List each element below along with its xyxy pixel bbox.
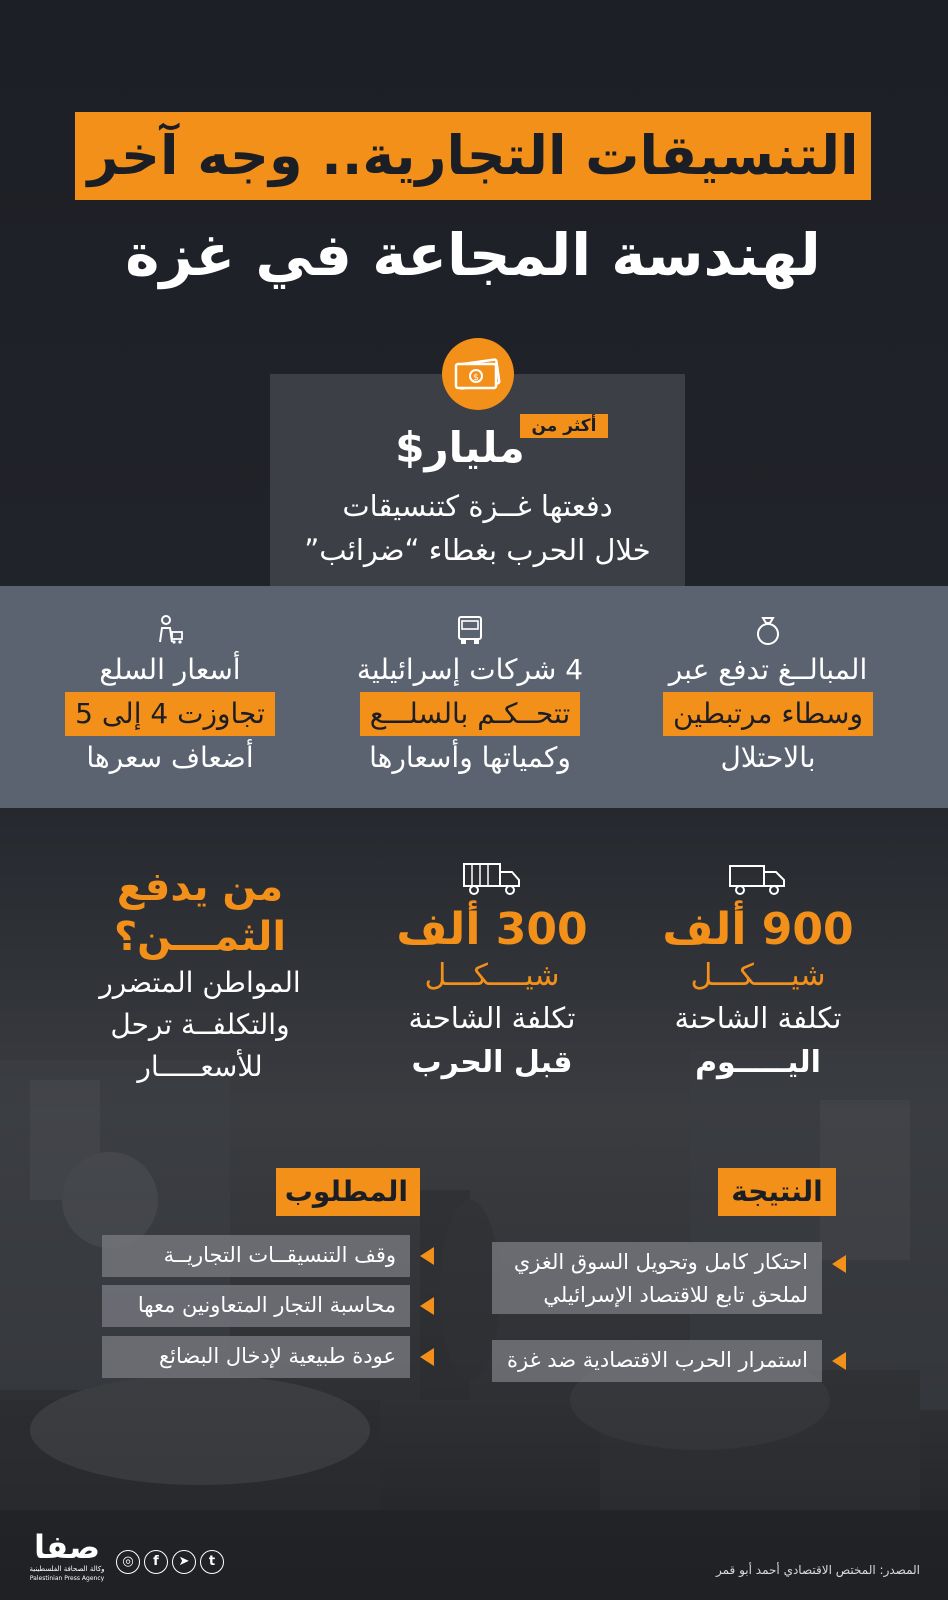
money-bag-icon <box>750 612 786 648</box>
band-companies-line3: وكمياتها وأسعارها <box>369 741 571 774</box>
who-pays-line1: المواطن المتضرر <box>99 966 301 999</box>
billion-description <box>280 484 675 572</box>
billion-amount: مليار$ <box>395 423 525 472</box>
band-prices-line3: أضعاف سعرها <box>86 741 254 774</box>
more-than-badge: أكثر من <box>520 414 608 438</box>
svg-text:$: $ <box>473 373 479 383</box>
required-arrow-icon-2 <box>420 1297 434 1315</box>
who-pays <box>70 862 330 1088</box>
required-item-1: وقف التنسيقــات التجاريــة <box>102 1235 410 1277</box>
stat-before-war <box>362 860 622 1086</box>
band-prices <box>30 612 310 802</box>
band-prices-line1: أسعار السلع <box>99 653 241 686</box>
who-pays-question-1: من يدفع <box>116 864 284 910</box>
truck-front-icon <box>452 612 488 648</box>
result-arrow-icon-2 <box>832 1352 846 1370</box>
stat-today-amount: 900 ألف <box>662 904 854 955</box>
result-item-2: استمرار الحرب الاقتصادية ضد غزة <box>492 1340 822 1382</box>
who-pays-line2: والتكلفــة ترحل <box>110 1008 290 1041</box>
billion-desc-line1: دفعتها غــزة كتنسيقات <box>342 489 613 523</box>
result-arrow-icon-1 <box>832 1255 846 1273</box>
source-credit: المصدر: المختص الاقتصادي أحمد أبو قمر <box>715 1563 920 1577</box>
band-companies <box>330 612 610 802</box>
result-item-1: احتكار كامل وتحويل السوق الغزي لملحق تابع للاقتصاد الإسرائيلي <box>492 1242 822 1314</box>
band-intermediaries <box>628 612 908 802</box>
truck-icon <box>728 860 788 896</box>
required-arrow-icon-3 <box>420 1348 434 1366</box>
main-title-line1: التنسيقات التجارية.. وجه آخر <box>75 112 871 200</box>
telegram-icon[interactable]: ➤ <box>172 1550 196 1574</box>
money-icon <box>442 338 514 410</box>
required-heading: المطلوب <box>276 1168 420 1216</box>
stat-today <box>628 860 888 1086</box>
billion-desc-line2: خلال الحرب بغطاء “ضرائب” <box>304 533 651 567</box>
shopper-cart-icon <box>152 612 188 648</box>
band-companies-highlight: تتحــكـم بالسلـــع <box>360 692 581 736</box>
band-companies-line1: 4 شركات إسرائيلية <box>356 653 584 686</box>
facebook-icon[interactable]: f <box>144 1550 168 1574</box>
stat-today-label: تكلفة الشاحنة <box>674 1001 842 1035</box>
stat-before-war-period: قبل الحرب <box>411 1045 573 1080</box>
main-title-line2: لهندسة المجاعة في غزة <box>125 221 821 289</box>
band-intermediaries-highlight: وسطاء مرتبطين <box>663 692 873 736</box>
required-arrow-icon-1 <box>420 1247 434 1265</box>
stat-today-unit: شيــــكـــل <box>690 958 826 993</box>
stat-today-period: اليـــــوم <box>695 1045 821 1080</box>
twitter-icon[interactable]: t <box>200 1550 224 1574</box>
stat-before-war-label: تكلفة الشاحنة <box>408 1001 576 1035</box>
result-heading: النتيجة <box>718 1168 836 1216</box>
required-item-2: محاسبة التجار المتعاونين معها <box>102 1285 410 1327</box>
band-intermediaries-line1: المبالــغ تدفع عبر <box>668 653 868 686</box>
stat-before-war-unit: شيــــكـــل <box>424 958 560 993</box>
safa-logo: صفا وكالة الصحافة الفلسطينية Palestinian Press Agency <box>29 1528 105 1582</box>
instagram-icon[interactable]: ◎ <box>116 1550 140 1574</box>
stat-before-war-amount: 300 ألف <box>396 904 588 955</box>
cargo-truck-icon <box>462 860 522 896</box>
who-pays-line3: للأسعـــــار <box>137 1050 263 1083</box>
required-item-3: عودة طبيعية لإدخال البضائع <box>102 1336 410 1378</box>
band-intermediaries-line3: بالاحتلال <box>720 741 816 774</box>
band-prices-highlight: تجاوزت 4 إلى 5 <box>65 692 275 736</box>
who-pays-question-2: الثمـــن؟ <box>113 914 287 960</box>
